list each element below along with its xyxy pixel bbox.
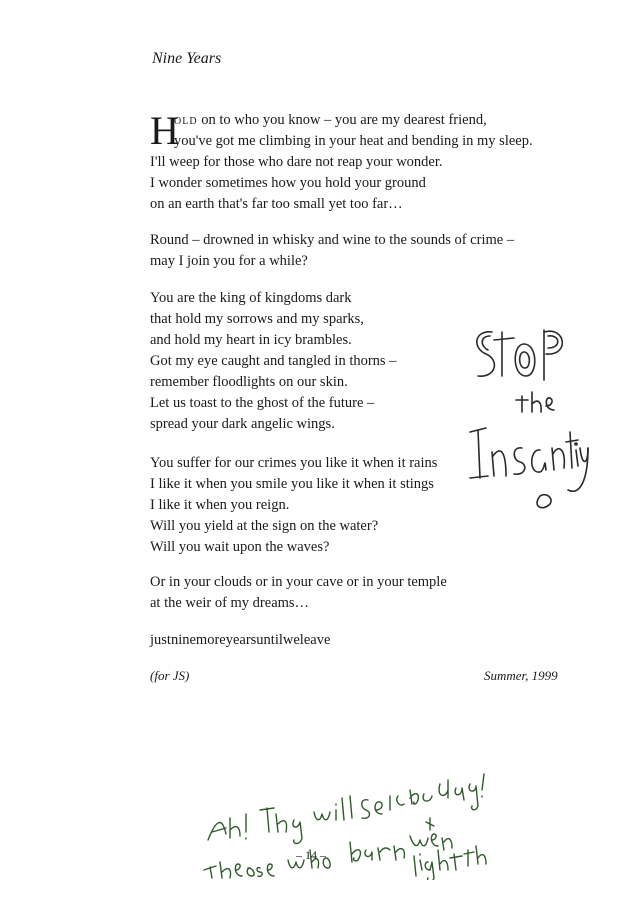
stanza-3	[150, 288, 396, 435]
poem-line: Round – drowned in whisky and wine to the sounds of crime –	[150, 232, 515, 248]
drop-cap: H	[150, 108, 179, 153]
poem-line: I wonder sometimes how you hold your ground	[150, 175, 426, 191]
poem-line: Will you yield at the sign on the water?	[150, 518, 379, 534]
poem-line: you've got me climbing in your heat and bending in my sleep.	[174, 133, 533, 149]
page-number: – 14 –	[296, 848, 326, 862]
small-caps-word: old	[174, 112, 198, 128]
poem-line: Got my eye caught and tangled in thorns –	[150, 353, 397, 369]
poem-line: I like it when you reign.	[150, 497, 290, 513]
stanza-6	[150, 630, 330, 651]
poem-line: at the weir of my dreams…	[150, 595, 310, 611]
stanza-2	[150, 230, 514, 272]
poem-line: spread your dark angelic wings.	[150, 416, 335, 432]
poem-title: Nine Years	[152, 50, 222, 67]
dateline: Summer, 1999	[484, 668, 558, 683]
stanza-5	[150, 572, 447, 614]
dedication: (for JS)	[150, 668, 190, 683]
poem-line: on an earth that's far too small yet too far…	[150, 196, 403, 212]
poem-line: You are the king of kingdoms dark	[150, 290, 352, 306]
first-line-rest: on to who you know – you are my dearest friend,	[197, 112, 487, 128]
poem-line: and hold my heart in icy brambles.	[150, 332, 352, 348]
poem-line: that hold my sorrows and my sparks,	[150, 311, 364, 327]
stanza-4	[150, 453, 437, 558]
poem-line: may I join you for a while?	[150, 253, 308, 269]
poem-line: justninemoreyearsuntilweleave	[150, 632, 331, 648]
stanza-1	[150, 110, 533, 215]
stop-the-insanity-doodle	[462, 320, 592, 520]
poem-line: remember floodlights on our skin.	[150, 374, 348, 390]
poem-line: You suffer for our crimes you like it when it rains	[150, 455, 438, 471]
poem-line: Or in your clouds or in your cave or in your temple	[150, 574, 447, 590]
handwritten-note	[200, 770, 490, 880]
poem-line: I'll weep for those who dare not reap your wonder.	[150, 154, 443, 170]
poem-line: I like it when you smile you like it when it stings	[150, 476, 434, 492]
poem-line: Will you wait upon the waves?	[150, 539, 330, 555]
poem-line: Let us toast to the ghost of the future –	[150, 395, 375, 411]
